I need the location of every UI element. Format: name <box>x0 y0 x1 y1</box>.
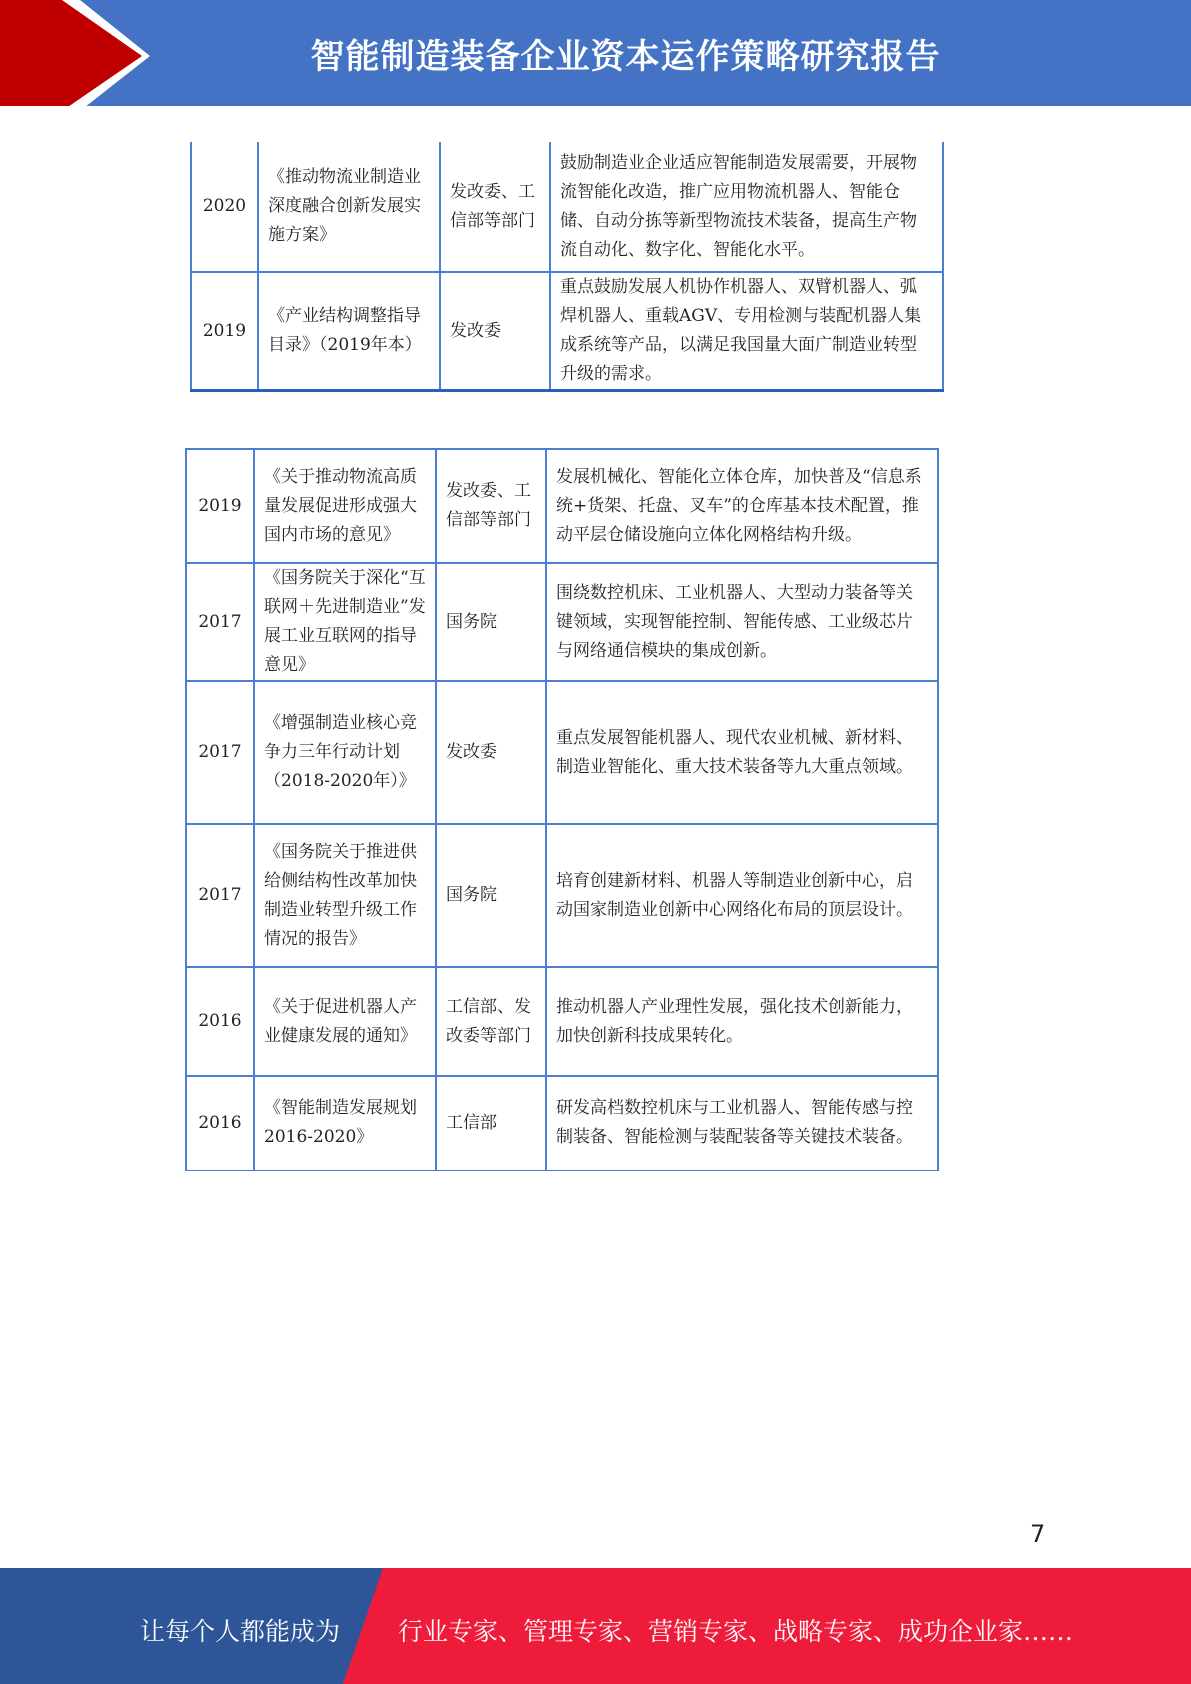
footer-slogan-right: 行业专家、管理专家、营销专家、战略专家、成功企业家…… <box>398 1617 1074 1646</box>
policy-table-1 <box>190 142 944 392</box>
department-cell: 工信部、发改委等部门 <box>436 967 546 1076</box>
header-bottom-line <box>0 106 1191 111</box>
report-title: 智能制造装备企业资本运作策略研究报告 <box>310 36 941 77</box>
table-row <box>186 449 938 563</box>
year-cell: 2016 <box>186 1076 254 1170</box>
table-row <box>186 563 938 681</box>
page-header <box>0 0 1191 111</box>
year-cell: 2017 <box>186 563 254 681</box>
content-cell: 围绕数控机床、工业机器人、大型动力装备等关键领域，实现智能控制、智能传感、工业级芯片与网络通信模块的集成创新。 <box>546 563 938 681</box>
table-row <box>186 824 938 967</box>
year-cell: 2017 <box>186 824 254 967</box>
content-cell: 重点发展智能机器人、现代农业机械、新材料、制造业智能化、重大技术装备等九大重点领域。 <box>546 681 938 824</box>
table-row <box>186 967 938 1076</box>
table-row <box>186 1076 938 1170</box>
document-cell: 《关于推动物流高质量发展促进形成强大国内市场的意见》 <box>254 449 436 563</box>
table-row <box>186 681 938 824</box>
department-cell: 发改委 <box>440 272 550 391</box>
header-red-arrow <box>0 0 148 111</box>
department-cell: 发改委、工信部等部门 <box>440 142 550 272</box>
document-cell: 《增强制造业核心竞争力三年行动计划（2018-2020年）》 <box>254 681 436 824</box>
content-cell: 重点鼓励发展人机协作机器人、双臂机器人、弧焊机器人、重载AGV、专用检测与装配机器人集成系统等产品，以满足我国量大面广制造业转型升级的需求。 <box>550 272 943 391</box>
table-row <box>191 142 943 272</box>
footer-slogan-left: 让每个人都能成为 <box>140 1617 341 1646</box>
policy-table-2 <box>185 448 939 1171</box>
page-number: 7 <box>1030 1520 1046 1548</box>
year-cell: 2016 <box>186 967 254 1076</box>
document-cell: 《国务院关于深化“互联网＋先进制造业”发展工业互联网的指导意见》 <box>254 563 436 681</box>
document-cell: 《关于促进机器人产业健康发展的通知》 <box>254 967 436 1076</box>
department-cell: 国务院 <box>436 824 546 967</box>
department-cell: 发改委、工信部等部门 <box>436 449 546 563</box>
year-cell: 2017 <box>186 681 254 824</box>
document-cell: 《国务院关于推进供给侧结构性改革加快制造业转型升级工作情况的报告》 <box>254 824 436 967</box>
content-cell: 发展机械化、智能化立体仓库，加快普及“信息系统+货架、托盘、叉车”的仓库基本技术配置，推动平层仓储设施向立体化网格结构升级。 <box>546 449 938 563</box>
year-cell: 2019 <box>186 449 254 563</box>
table-row <box>191 272 943 391</box>
year-cell: 2020 <box>191 142 258 272</box>
department-cell: 发改委 <box>436 681 546 824</box>
content-cell: 研发高档数控机床与工业机器人、智能传感与控制装备、智能检测与装配装备等关键技术装备。 <box>546 1076 938 1170</box>
document-cell: 《产业结构调整指导目录》（2019年本） <box>258 272 440 391</box>
content-cell: 培育创建新材料、机器人等制造业创新中心，启动国家制造业创新中心网络化布局的顶层设计。 <box>546 824 938 967</box>
content-cell: 鼓励制造业企业适应智能制造发展需要，开展物流智能化改造，推广应用物流机器人、智能仓储、自动分拣等新型物流技术装备，提高生产物流自动化、数字化、智能化水平。 <box>550 142 943 272</box>
content-cell: 推动机器人产业理性发展，强化技术创新能力，加快创新科技成果转化。 <box>546 967 938 1076</box>
department-cell: 工信部 <box>436 1076 546 1170</box>
department-cell: 国务院 <box>436 563 546 681</box>
document-cell: 《推动物流业制造业深度融合创新发展实施方案》 <box>258 142 440 272</box>
year-cell: 2019 <box>191 272 258 391</box>
document-cell: 《智能制造发展规划2016-2020》 <box>254 1076 436 1170</box>
